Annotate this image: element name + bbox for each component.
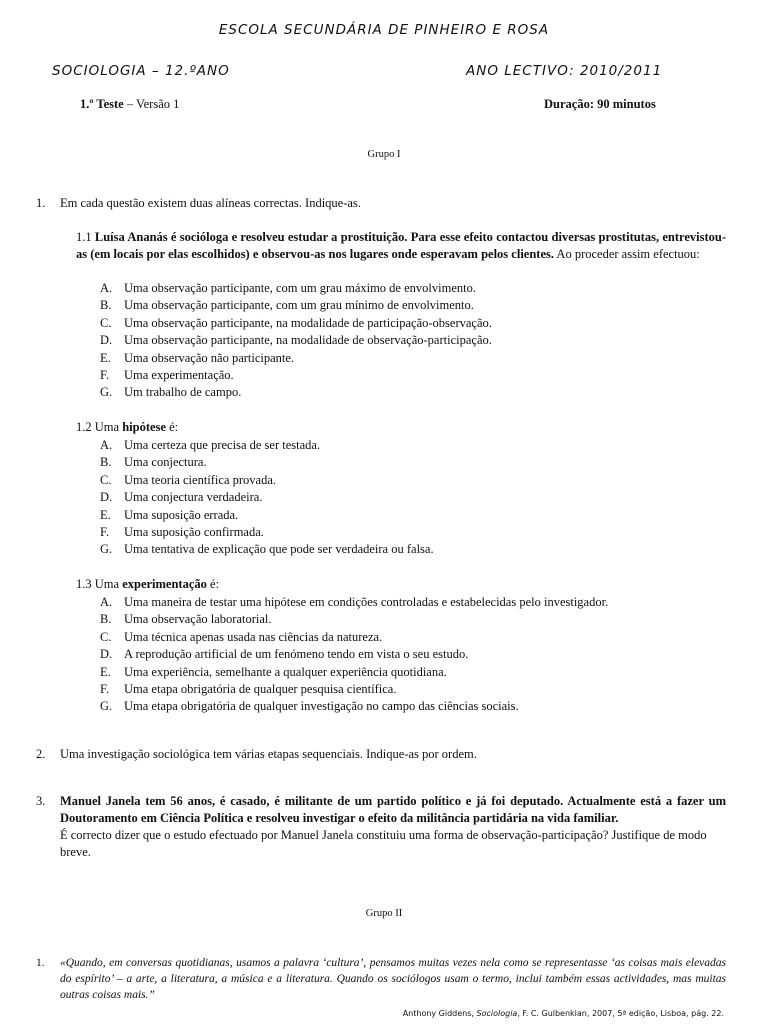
term-experimentacao: experimentação (122, 577, 207, 591)
question-1-3: 1.3 Uma experimentação é: (76, 577, 220, 591)
question-1-2: 1.2 Uma hipótese é: (76, 420, 179, 434)
question-1-1-prompt: Ao proceder assim efectuou: (554, 247, 700, 261)
option-d: D. Uma observação participante, na modalidade de observação-participação. (100, 333, 492, 348)
test-duration: Duração: 90 minutos (544, 97, 656, 111)
question-1-1-statement: Luísa Ananás é socióloga e resolveu estudar a prostituição. Para esse efeito contactou diversas prostitutas, entrevistou-as (em locais por elas escolhidos) e observou-as nos lugares onde esperavam pelos clientes. (76, 230, 726, 261)
term-hipotese: hipótese (122, 420, 166, 434)
question-3-prompt: É correcto dizer que o estudo efectuado por Manuel Janela constituiu uma forma de observação-participação? Justifique de modo breve. (60, 828, 707, 859)
option-a: A. Uma observação participante, com um grau máximo de envolvimento. (100, 281, 476, 295)
question-1-1-options (100, 280, 726, 402)
group-2-title: Grupo II (365, 908, 403, 919)
option-f: F. Uma etapa obrigatória de qualquer pesquisa científica. (100, 682, 397, 697)
option-b: B. Uma conjectura. (100, 455, 207, 470)
question-1-1 (76, 229, 726, 263)
option-b: B. Uma observação laboratorial. (100, 612, 272, 627)
question-1-text: Em cada questão existem duas alíneas correctas. Indique-as. (60, 196, 361, 210)
test-label (80, 97, 179, 112)
question-3-statement: Manuel Janela tem 56 anos, é casado, é militante de um partido político e já foi deputado. Actualmente está a fazer um Doutoramento em Ciência Política e resolveu investigar o efeito da militância partidária na vida familiar. (60, 794, 726, 825)
option-c: C. Uma observação participante, na modalidade de participação-observação. (100, 315, 492, 330)
giddens-quote: «Quando, em conversas quotidianas, usamos a palavra ‘cultura’, pensamos muitas vezes nela como se representasse ‘as coisas mais elevadas do espírito’ – a arte, a literatura, a música e a literatura. Quando os sociólogos usam o termo, inclui também essas actividades, mas muitas outras coisas mais.” (60, 957, 726, 1001)
option-e: E. Uma experiência, semelhante a qualquer experiência quotidiana. (100, 664, 447, 679)
question-3-number: 3. (36, 794, 46, 808)
question-2-text: Uma investigação sociológica tem várias etapas sequenciais. Indique-as por ordem. (60, 747, 477, 761)
option-b: B. Uma observação participante, com um grau mínimo de envolvimento. (100, 298, 474, 313)
question-1-2-options (100, 437, 726, 559)
question-2-number: 2. (36, 747, 46, 761)
question-1-3-options (100, 594, 726, 716)
test-version: – Versão 1 (123, 97, 180, 111)
option-c: C. Uma teoria científica provada. (100, 472, 277, 487)
option-a: A. Uma maneira de testar uma hipótese em condições controladas e estabelecidas pelo investigador. (100, 595, 609, 609)
question-3 (36, 793, 726, 861)
question-1-1-number: 1.1 (76, 230, 92, 244)
question-1-number: 1. (36, 196, 46, 210)
book-title: Sociologia (476, 1009, 518, 1018)
option-f: F. Uma experimentação. (100, 368, 234, 383)
option-g: G. Uma tentativa de explicação que pode ser verdadeira ou falsa. (100, 542, 434, 557)
test-number: 1.º Teste (80, 97, 124, 111)
subject-line: SOCIOLOGIA – 12.ºANO (52, 63, 230, 79)
school-year: ANO LECTIVO: 2010/2011 (466, 63, 663, 79)
group-2-question-1 (36, 955, 726, 1003)
group-1-title: Grupo I (367, 149, 401, 160)
option-f: F. Uma suposição confirmada. (100, 525, 264, 540)
option-e: E. Uma observação não participante. (100, 350, 295, 365)
group-2-question-1-number: 1. (36, 957, 45, 969)
option-a: A. Uma certeza que precisa de ser testada. (100, 438, 321, 452)
option-c: C. Uma técnica apenas usada nas ciências da natureza. (100, 629, 383, 644)
question-1 (36, 195, 726, 212)
option-g: G. Uma etapa obrigatória de qualquer investigação no campo das ciências sociais. (100, 699, 519, 714)
option-d: D. A reprodução artificial de um fenómeno tendo em vista o seu estudo. (100, 647, 469, 662)
option-d: D. Uma conjectura verdadeira. (100, 490, 263, 505)
school-name: ESCOLA SECUNDÁRIA DE PINHEIRO E ROSA (218, 22, 550, 38)
option-e: E. Uma suposição errada. (100, 507, 239, 522)
quote-source: Anthony Giddens, Sociologia, F. C. Gulbenkian, 2007, 5ª edição, Lisboa, pág. 22. (402, 1009, 724, 1018)
option-g: G. Um trabalho de campo. (100, 385, 242, 400)
question-2 (36, 746, 726, 763)
